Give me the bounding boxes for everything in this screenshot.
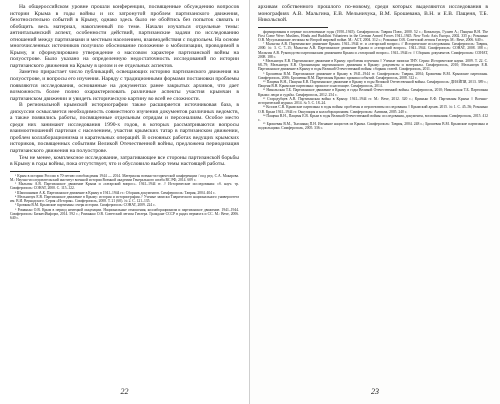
footnote: ⁹ Брошеван В.М. Партизанское движение в Крыму в 1941–1944 гг. Симферополь: Таврия, 2004; Брошеван В.М. Крымские партизаны. Симферополь, 2006; Брошеван В.М. Партизаны Крыма: хроника событий. Симферополь, 2008. 312 с.	[258, 71, 488, 80]
paragraph: архивам собственного прошлого по-новому, среди которых выделяются исследования в монографиях А.В. Мальгина, Е.В. Мельничука, В.М. Брошевана, В.Н. и Е.В. Пащеня, Т.Б. Никольской.	[258, 4, 488, 24]
right-footnotes	[258, 30, 488, 131]
left-body-text	[10, 4, 239, 168]
paragraph: В региональной крымской историографии также расширяется источниковая база, в дискуссии осмысляется необходимость совместного изучения документов различных ведомств, а также появились работы, посвященные отдельным отрядам и персоналиям. Особое место среди них занимают исследования 1990-х годов, в которых рассматриваются вопросы взаимоотношений партизан с населением, участия крымских татар в партизанском движении, проблем коллаборационизма и карательных операций. В основных работах ведущих крымских историков, посвященных событиям Великой Отечественной войны, предложена периодизация партизанского движения на полуострове.	[10, 102, 239, 155]
footnote: ¹⁵ Брошеван В.М., Тыглиянц П.Н. Изгнание нацистов из Крыма. Симферополь: Таврия, 2004. 248 с.; Брошеван В.М. Крымские партизаны и подпольщики. Симферополь, 2005. 336 с.	[258, 122, 488, 131]
paragraph: Тем не менее, комплексное исследование, затрагивающее все стороны партизанской борьбы в Крыму в годы войны, пока отсутствует, что и обусловило выбор темы настоящей работы.	[10, 154, 239, 168]
right-page	[250, 0, 500, 404]
footnote: ¹⁰ Пащеня В.Н., Пащеня Е.В. Партизанское движение в Крыму в годы Великой Отечественной войны. Симферополь: ДИАЙПИ, 2013. 389 с.; Пащеня В.Н. Крымские партизаны: прошлое и настоящее. Симферополь, 2014.	[258, 80, 488, 89]
page-number: 22	[120, 387, 129, 396]
footnote: ³ Шапошников А.К. Партизанское движение в Крыму в 1941–1944 гг.: Сборник документов. Симферополь: Таврия, 2004. 404 с.	[15, 190, 216, 195]
paragraph: На общероссийском уровне прошли конференции, посвященные обсуждению вопросов истории Крыма в годы войны и их затронутой проблем партизанского движения, безотносительно событий в Крыму, однако здесь было не обойтись без попыток связать и обобщить весь материал, накопленный по теме. Начали изучаться отдельные темы: антиитальянский аспект, особенности действий, партизанские задачи по исследованию отношений между партизанами и местным населением, взаимодействия с подпольем. На основе многочисленных источников получило обоснование положение о мобилизации, проводимой в Крыму, и сформулировано утверждение о массовом характере партизанской войны на полуострове. Было указано на определенную недостаточность исследований по истории партизанского движения на Крыму в целом и ее отдельных аспектов.	[10, 4, 239, 69]
footnote: ⁸ Мельничук Е.В. Партизанское движение в Крыму: проблемы изучения // Ученые записки ТНУ. Серия: Исторические науки. 2009. Т. 22. С. 68–79; Мельничук Е.В. Организация партизанского движения в Крыму: документы и материалы. Симферополь, 2010; Мельничук Е.В. Партизанское движение в Крыму в годы Великой Отечественной войны: сборник статей. Симферополь, 2011.	[258, 59, 488, 72]
footnote: ¹² Стародубцев А.В. Партизанская война в Крыму. 1941–1944 гг. М.: Вече, 2012. 320 с.; Кринько Е.Ф. Партизаны Крыма // Военно-исторический журнал. 2014. № 5. С. 18–24.	[258, 96, 488, 106]
footnote-divider	[258, 27, 328, 28]
page-number: 23	[371, 387, 379, 396]
footnote: ⁶ Романько О.В. Крым в период немецкой оккупации. Национальные отношения, коллаборационизм и партизанское движение. 1941–1944. Симферополь: БизнесИнформ, 2014. 592 с.; Романько О.В. Советский легион Гитлера. Граждане СССР в рядах вермахта и СС. М.: Вече, 2006. 640 с.	[10, 207, 239, 221]
footnote: ¹ Крым в истории России в 70-летию освобождения 1944 — 2014. Материалы военно-исторической конференции / под ред. С.А. Макарова. М.: Научно-исследовательский институт военной истории Военной академии Генерального штаба ВС РФ, 2014. 609 с.	[10, 173, 239, 182]
footnote: ² Мальгин А.В. Партизанское движение Крыма и «татарский вопрос». 1941–1944 гг. // Исторические исследования: сб. науч. тр. Симферополь: СОНАТ, 2000. С. 115–122.	[10, 182, 239, 191]
paragraph: Заметно прирастает число публикаций, освещающих историю партизанского движения на полуострове, и вопросы его изучения. Наряду с традиционными формами постановки проблемы появляются исследования, основанные на документах ранее закрытых архивов, что дает возможность более полно охарактеризовать различные аспекты участия крымчан в партизанском движении и увидеть историческую картину во всей ее сложности.	[10, 69, 239, 102]
right-body-text	[258, 4, 488, 24]
footnote-divider	[10, 171, 80, 172]
footnote: ¹³ Козлов С.В. Крымские партизаны в годы войны: проблемы и перспективы исследования // Крымский архив. 2015. № 1. С. 45–56; Романько О.В. Крым 1941–1944 гг. Оккупация и коллаборационизм. Симферополь: Антиква, 2005. 240 с.	[258, 105, 488, 114]
footnote: ¹¹ Никольская Т.Б. Партизанское движение в Крыму в годы Великой Отечественной войны. Симферополь, 2010; Никольская Т.Б. Партизаны Крыма: люди и судьбы. Симферополь, 2012. 254 с.	[258, 88, 488, 97]
footnote: ⁷ Мальгин А.В. Партизанское движение Крыма. 1941–1944 гг. и «татарский вопрос» // Исторические исследования. Симферополь: Таврия, 2000. № 3. С. 7–15; Мальгин А.В. Партизанское движение Крыма и «татарский вопрос». 1941–1944. Симферополь: СОНАТ, 2008. 188 с.; Мальгин А.В. Руководство партизанским движением Крыма и «татарский вопрос». 1941–1944 гг. // Сборник документов. Симферополь: СОНАТ, 2008. 188 с.	[258, 42, 488, 59]
footnote: ⁴ Мельничук Е.В. Партизанское движение в Крыму: история и историография // Ученые записки Таврического национального университета им. В.И. Вернадского. Серия «История». Симферополь, 2008. Т. 21 (60). № 2. С. 121–135.	[10, 194, 239, 204]
footnote: ⁵ Бровкин В.М. Крымские партизаны: очерк истории. Симферополь: СОНАТ, 2009. 224 с.	[15, 203, 156, 208]
footnote: формирования в первые послевоенные годы (1950–1945). Симферополь: Таврия Плюс, 2000. 52 с.; Ковальчук, Гуляев А.; Пащеня В.Н. The First Come Were: Muslims, Hindu and Buddhist Volunteers in the German Armed Forces 1941–1945. New York: Axis Europa, 2002. 335 p.; Романько О.В. Мусульманские легионы во Второй мировой войне. М.: АСТ, 2004. 312 с.; Романько О.В. Советский легион Гитлера. М.: Вече, 2006. 640 с.	[258, 29, 488, 43]
footnote: ¹⁴ Пащеня В.Н., Пащеня Е.В. Крым в годы Великой Отечественной войны: исследования, документы, воспоминания. Симферополь, 2015. 412 с.	[258, 113, 488, 122]
left-footnotes	[10, 174, 239, 221]
